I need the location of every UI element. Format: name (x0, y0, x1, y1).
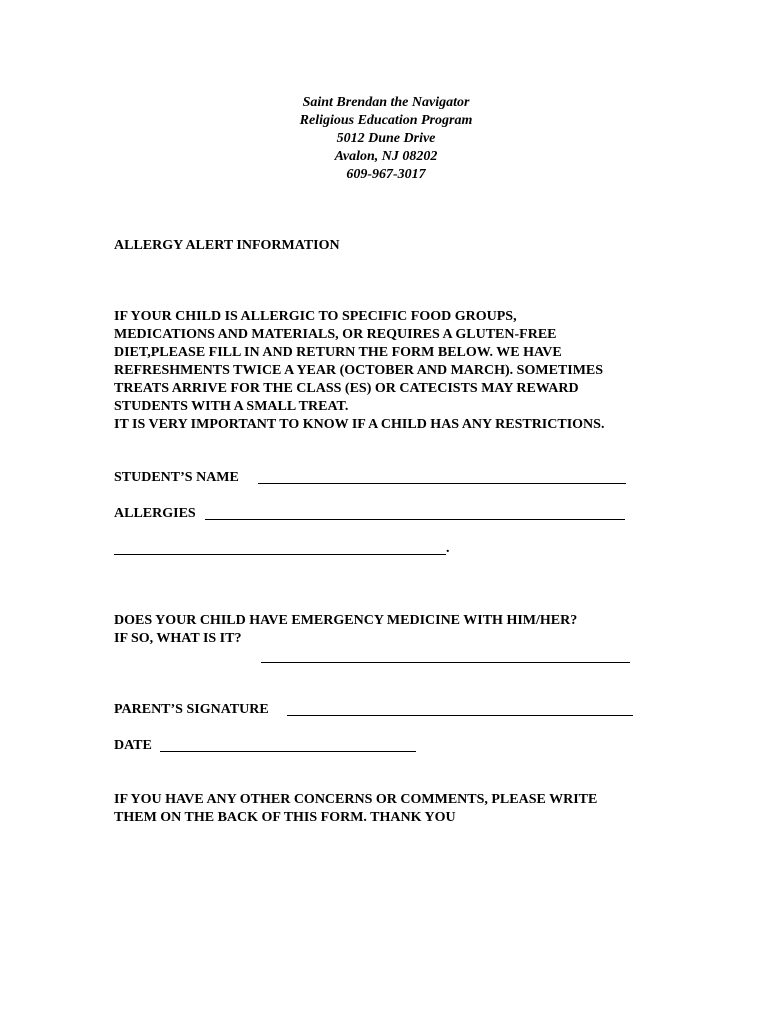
parent-signature-field[interactable] (287, 715, 633, 716)
parish-header (0, 94, 770, 184)
allergies-continuation-period: . (446, 541, 450, 556)
allergies-continuation-field[interactable] (114, 554, 446, 555)
allergies-label: ALLERGIES (114, 506, 196, 521)
closing-line-1: IF YOU HAVE ANY OTHER CONCERNS OR COMMENTS, PLEASE WRITE (114, 792, 598, 807)
intro-line-4: REFRESHMENTS TWICE A YEAR (OCTOBER AND MARCH). SOMETIMES (114, 363, 604, 378)
intro-line-3: DIET,PLEASE FILL IN AND RETURN THE FORM BELOW. WE HAVE (114, 345, 562, 360)
medicine-question-line-1: DOES YOUR CHILD HAVE EMERGENCY MEDICINE WITH HIM/HER? (114, 613, 578, 628)
date-label: DATE (114, 738, 152, 753)
intro-line-5: TREATS ARRIVE FOR THE CLASS (ES) OR CATECISTS MAY REWARD (114, 381, 579, 396)
medicine-field[interactable] (261, 662, 630, 663)
intro-line-7: IT IS VERY IMPORTANT TO KNOW IF A CHILD HAS ANY RESTRICTIONS. (114, 417, 605, 432)
closing-line-2: THEM ON THE BACK OF THIS FORM. THANK YOU (114, 810, 456, 825)
city-state-zip: Avalon, NJ 08202 (334, 149, 438, 164)
parish-name: Saint Brendan the Navigator (302, 95, 470, 110)
student-name-label: STUDENT’S NAME (114, 470, 239, 485)
street-address: 5012 Dune Drive (336, 131, 436, 146)
program-name: Religious Education Program (299, 113, 473, 128)
allergies-field[interactable] (205, 519, 625, 520)
medicine-question-line-2: IF SO, WHAT IS IT? (114, 631, 242, 646)
intro-line-1: IF YOUR CHILD IS ALLERGIC TO SPECIFIC FOOD GROUPS, (114, 309, 517, 324)
phone-number: 609-967-3017 (346, 167, 426, 182)
parent-signature-label: PARENT’S SIGNATURE (114, 702, 269, 717)
date-field[interactable] (160, 751, 416, 752)
intro-line-6: STUDENTS WITH A SMALL TREAT. (114, 399, 349, 414)
intro-line-2: MEDICATIONS AND MATERIALS, OR REQUIRES A GLUTEN-FREE (114, 327, 557, 342)
section-title: ALLERGY ALERT INFORMATION (114, 238, 340, 253)
student-name-field[interactable] (258, 483, 626, 484)
